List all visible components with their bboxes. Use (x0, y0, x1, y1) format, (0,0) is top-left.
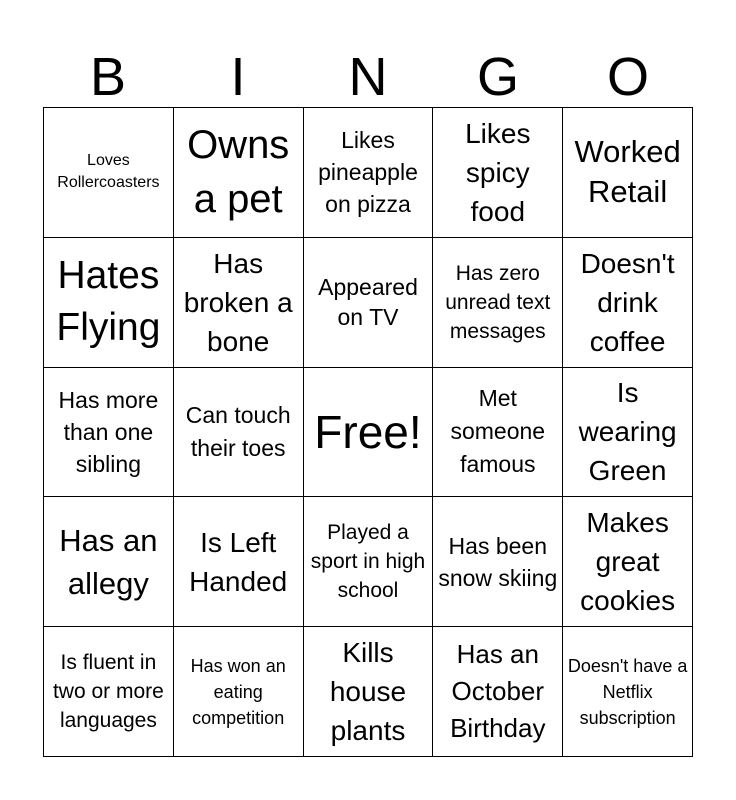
bingo-cell-text: Free! (314, 405, 422, 458)
bingo-cell-text: Doesn't drink coffee (580, 247, 675, 357)
bingo-cell-text: Has an October Birthday (450, 639, 546, 744)
bingo-cell-text: Met someone famous (450, 385, 546, 478)
header-letter-o: O (606, 47, 649, 107)
bingo-cell-text: Appeared on TV (318, 274, 418, 331)
bingo-cell[interactable] (44, 497, 174, 627)
bingo-cell-text: Makes great cookies (580, 507, 676, 617)
bingo-cell[interactable] (304, 368, 434, 498)
bingo-cell[interactable] (174, 627, 304, 757)
bingo-cell-text: Has broken a bone (183, 247, 293, 357)
bingo-cell-text: Owns a pet (187, 123, 290, 222)
bingo-cell[interactable] (174, 108, 304, 238)
bingo-cell[interactable] (174, 368, 304, 498)
header-letter-g: G (476, 47, 519, 107)
bingo-cell[interactable] (433, 497, 563, 627)
bingo-cell[interactable] (563, 497, 693, 627)
bingo-cell[interactable] (433, 108, 563, 238)
bingo-cell-text: Is fluent in two or more languages (52, 651, 164, 733)
header-letter-i: I (230, 47, 246, 107)
bingo-cell[interactable] (304, 238, 434, 368)
bingo-cell[interactable] (304, 108, 434, 238)
bingo-card-grid (43, 107, 693, 757)
bingo-cell[interactable] (433, 368, 563, 498)
bingo-cell-text: Hates Flying (56, 254, 161, 350)
bingo-cell[interactable] (304, 497, 434, 627)
bingo-cell-text: Loves Rollercoasters (57, 152, 160, 192)
bingo-cell[interactable] (563, 108, 693, 238)
bingo-cell-text: Has an allegy (59, 522, 158, 601)
bingo-cell-text: Is wearing Green (578, 377, 677, 487)
header-letter-b: B (89, 47, 127, 107)
bingo-cell-text: Has been snow skiing (438, 532, 558, 591)
bingo-cell[interactable] (174, 497, 304, 627)
bingo-cell-text: Has won an eating competition (190, 655, 286, 728)
bingo-cell-text: Can touch their toes (185, 401, 291, 461)
bingo-cell[interactable] (44, 627, 174, 757)
bingo-header (43, 48, 693, 106)
bingo-cell-text: Doesn't have a Netflix subscription (567, 655, 688, 728)
bingo-cell[interactable] (304, 627, 434, 757)
bingo-cell-text: Likes spicy food (465, 117, 531, 227)
bingo-cell[interactable] (44, 238, 174, 368)
bingo-cell[interactable] (433, 627, 563, 757)
bingo-cell[interactable] (174, 238, 304, 368)
bingo-cell[interactable] (563, 627, 693, 757)
bingo-cell-text: Likes pineapple on pizza (318, 127, 418, 218)
bingo-cell-text: Worked Retail (574, 134, 681, 210)
bingo-cell[interactable] (563, 238, 693, 368)
header-letter-n: N (348, 47, 388, 107)
bingo-cell-text: Has more than one sibling (58, 386, 159, 477)
bingo-cell[interactable] (44, 368, 174, 498)
bingo-cell-text: Kills house plants (329, 637, 407, 747)
bingo-cell[interactable] (44, 108, 174, 238)
bingo-cell-text: Is Left Handed (189, 526, 288, 597)
bingo-cell[interactable] (563, 368, 693, 498)
bingo-cell-text: Has zero unread text messages (445, 261, 551, 343)
bingo-cell-text: Played a sport in high school (310, 521, 426, 603)
bingo-cell[interactable] (433, 238, 563, 368)
